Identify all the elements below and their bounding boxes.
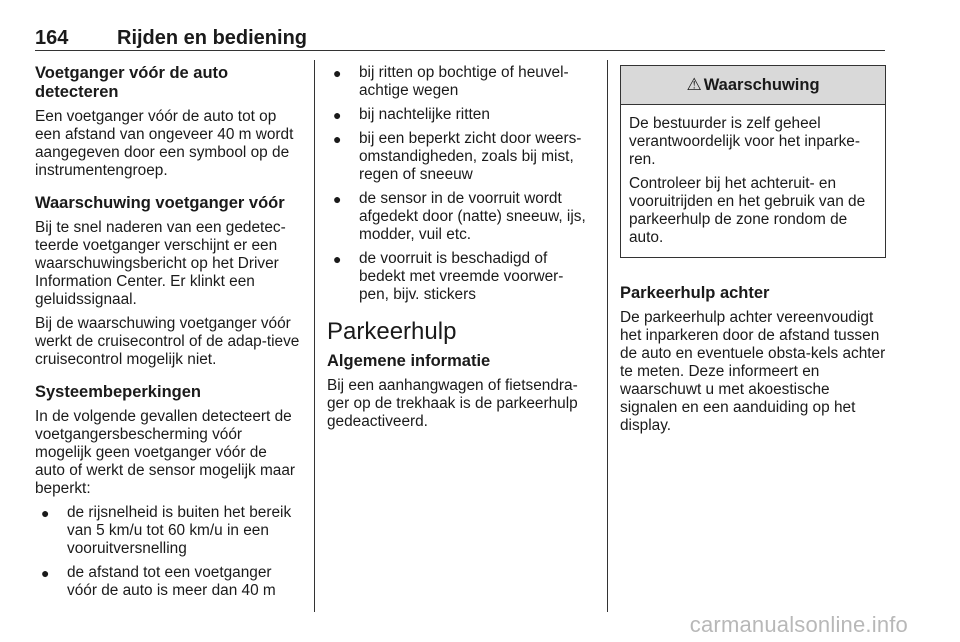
bullet-icon: ●: [333, 65, 342, 81]
bullet-icon: ●: [333, 191, 342, 207]
chapter-title: Rijden en bediening: [117, 27, 308, 49]
paragraph: De parkeerhulp achter vereenvoudigt het inparkeren door de afstand tussen de auto en eventuele obsta-kels achter te meten. Deze informeert en waarschuwt u met akoestische signalen en een aanduiding op het display.: [620, 309, 886, 434]
list-item: ● bij nachtelijke ritten: [333, 106, 490, 123]
page-number: 164: [35, 27, 69, 49]
bullet-icon: ●: [333, 107, 342, 123]
bullet-icon: ●: [333, 251, 342, 267]
list-item: ● de sensor in de voorruit wordt afgedekt door (natte) sneeuw, ijs, modder, vuil etc.: [333, 190, 586, 243]
warning-title: Waarschuwing: [703, 75, 820, 94]
column-3: [620, 64, 886, 441]
bullet-icon: ●: [333, 131, 342, 147]
bullet-list: [327, 64, 593, 304]
warning-paragraph: De bestuurder is zelf geheel verantwoordelijk voor het inparke-ren.: [629, 115, 860, 168]
list-item: ● de rijsnelheid is buiten het bereik van 5 km/u tot 60 km/u in een vooruitversnelling: [41, 504, 292, 557]
column-divider-1: [314, 60, 315, 612]
section-title-pedestrian-detection: Voetganger vóór de auto detecteren: [35, 64, 229, 101]
header-divider: [35, 50, 885, 51]
bullet-list: [35, 504, 301, 600]
list-item: ● bij een beperkt zicht door weers-omstandigheden, zoals bij mist, regen of sneeuw: [333, 130, 582, 183]
warning-box: [620, 65, 886, 258]
paragraph: Bij te snel naderen van een gedetec-teerde voetganger verschijnt er een waarschuwingsbericht op het Driver Information Center. Er klinkt een geluidssignaal.: [35, 219, 286, 308]
column-2: [327, 64, 593, 437]
warning-body: [621, 105, 885, 257]
page-header: [35, 27, 885, 51]
chapter-heading-parking-assist: Parkeerhulp: [327, 318, 457, 345]
paragraph: Bij de waarschuwing voetganger vóór werkt de cruisecontrol of de adap-tieve cruisecontrol mogelijk niet.: [35, 315, 300, 368]
column-1: [35, 64, 301, 606]
list-item: ● bij ritten op bochtige of heuvel-achtige wegen: [333, 64, 569, 99]
column-divider-2: [607, 60, 608, 612]
list-item: ● de afstand tot een voetganger vóór de auto is meer dan 40 m: [41, 564, 276, 599]
section-title-rear-parking-assist: Parkeerhulp achter: [620, 284, 770, 302]
bullet-icon: ●: [41, 565, 50, 581]
bullet-icon: ●: [41, 505, 50, 521]
paragraph: Een voetganger vóór de auto tot op een afstand van ongeveer 40 m wordt aangegeven door een symbool op de instrumentengroep.: [35, 108, 294, 179]
paragraph: In de volgende gevallen detecteert de voetgangersbescherming vóór mogelijk geen voetganger vóór de auto of werkt de sensor mogelijk maar beperkt:: [35, 408, 296, 497]
watermark: carmanualsonline.info: [689, 612, 908, 637]
paragraph: Bij een aanhangwagen of fietsendra-ger op de trekhaak is de parkeerhulp gedeactiveerd.: [327, 377, 578, 430]
warning-paragraph: Controleer bij het achteruit- en vooruitrijden en het gebruik van de parkeerhulp de zone rondom de auto.: [629, 175, 866, 246]
section-title-general-info: Algemene informatie: [327, 352, 491, 370]
section-title-pedestrian-warning: Waarschuwing voetganger vóór: [35, 194, 285, 212]
section-title-system-limits: Systeembeperkingen: [35, 383, 201, 401]
warning-triangle-icon: ⚠: [686, 75, 702, 94]
list-item: ● de voorruit is beschadigd of bedekt met vreemde voorwer-pen, bijv. stickers: [333, 250, 564, 303]
warning-header: [621, 66, 885, 105]
